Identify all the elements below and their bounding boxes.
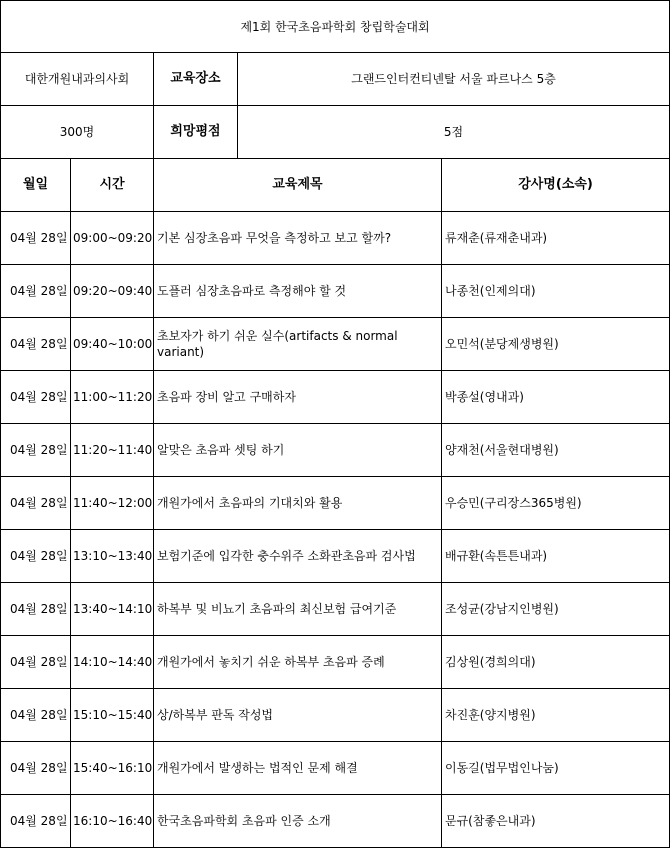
session-date: 04월 28일 <box>1 318 71 371</box>
session-subject: 도플러 심장초음파로 측정해야 할 것 <box>154 265 442 318</box>
session-subject: 개원가에서 초음파의 기대치와 활용 <box>154 477 442 530</box>
session-date: 04월 28일 <box>1 371 71 424</box>
session-date: 04월 28일 <box>1 742 71 795</box>
session-time: 09:20~09:40 <box>71 265 154 318</box>
table-row <box>1 212 670 265</box>
table-row <box>1 424 670 477</box>
header-date: 월일 <box>1 159 71 212</box>
session-date: 04월 28일 <box>1 636 71 689</box>
session-subject: 한국초음파학회 초음파 인증 소개 <box>154 795 442 848</box>
session-subject: 초보자가 하기 쉬운 실수(artifacts & normal variant) <box>154 318 442 371</box>
session-lecturer: 양재천(서울현대병원) <box>442 424 670 477</box>
session-date: 04월 28일 <box>1 689 71 742</box>
title-row <box>1 1 670 53</box>
session-subject: 하복부 및 비뇨기 초음파의 최신보험 급여기준 <box>154 583 442 636</box>
venue: 그랜드인터컨티넨탈 서울 파르나스 5층 <box>238 53 670 106</box>
table-row <box>1 477 670 530</box>
session-lecturer: 문규(참좋은내과) <box>442 795 670 848</box>
session-date: 04월 28일 <box>1 795 71 848</box>
capacity: 300명 <box>1 106 154 159</box>
table-row <box>1 689 670 742</box>
header-subject: 교육제목 <box>154 159 442 212</box>
session-subject: 알맞은 초음파 셋팅 하기 <box>154 424 442 477</box>
session-date: 04월 28일 <box>1 583 71 636</box>
event-title: 제1회 한국초음파학회 창립학술대회 <box>1 1 670 53</box>
session-time: 09:00~09:20 <box>71 212 154 265</box>
session-time: 11:40~12:00 <box>71 477 154 530</box>
session-time: 09:40~10:00 <box>71 318 154 371</box>
session-date: 04월 28일 <box>1 424 71 477</box>
session-time: 15:40~16:10 <box>71 742 154 795</box>
session-lecturer: 배규환(속튼튼내과) <box>442 530 670 583</box>
session-time: 16:10~16:40 <box>71 795 154 848</box>
header-time: 시간 <box>71 159 154 212</box>
table-row <box>1 583 670 636</box>
session-date: 04월 28일 <box>1 477 71 530</box>
table-row <box>1 318 670 371</box>
session-lecturer: 이동길(법무법인나눔) <box>442 742 670 795</box>
capacity-row <box>1 106 670 159</box>
table-row <box>1 371 670 424</box>
session-time: 11:20~11:40 <box>71 424 154 477</box>
session-subject: 개원가에서 발생하는 법적인 문제 해결 <box>154 742 442 795</box>
table-row <box>1 795 670 848</box>
session-time: 15:10~15:40 <box>71 689 154 742</box>
session-subject: 보험기준에 입각한 충수위주 소화관초음파 검사법 <box>154 530 442 583</box>
session-lecturer: 김상원(경희의대) <box>442 636 670 689</box>
table-row <box>1 636 670 689</box>
session-lecturer: 오민석(분당제생병원) <box>442 318 670 371</box>
session-date: 04월 28일 <box>1 265 71 318</box>
session-time: 13:40~14:10 <box>71 583 154 636</box>
organizer: 대한개원내과의사회 <box>1 53 154 106</box>
session-lecturer: 박종설(영내과) <box>442 371 670 424</box>
session-lecturer: 우승민(구리장스365병원) <box>442 477 670 530</box>
session-date: 04월 28일 <box>1 530 71 583</box>
table-row <box>1 742 670 795</box>
session-lecturer: 나종천(인제의대) <box>442 265 670 318</box>
header-row <box>1 159 670 212</box>
session-date: 04월 28일 <box>1 212 71 265</box>
venue-label: 교육장소 <box>154 53 238 106</box>
session-time: 13:10~13:40 <box>71 530 154 583</box>
points: 5점 <box>238 106 670 159</box>
session-subject: 초음파 장비 알고 구매하자 <box>154 371 442 424</box>
session-lecturer: 조성균(강남지인병원) <box>442 583 670 636</box>
session-lecturer: 차진훈(양지병원) <box>442 689 670 742</box>
session-subject: 개원가에서 놓치기 쉬운 하복부 초음파 증례 <box>154 636 442 689</box>
venue-row <box>1 53 670 106</box>
session-lecturer: 류재춘(류재춘내과) <box>442 212 670 265</box>
session-subject: 기본 심장초음파 무엇을 측정하고 보고 할까? <box>154 212 442 265</box>
table-row <box>1 265 670 318</box>
session-time: 11:00~11:20 <box>71 371 154 424</box>
session-time: 14:10~14:40 <box>71 636 154 689</box>
header-lecturer: 강사명(소속) <box>442 159 670 212</box>
table-row <box>1 530 670 583</box>
session-subject: 상/하복부 판독 작성법 <box>154 689 442 742</box>
points-label: 희망평점 <box>154 106 238 159</box>
